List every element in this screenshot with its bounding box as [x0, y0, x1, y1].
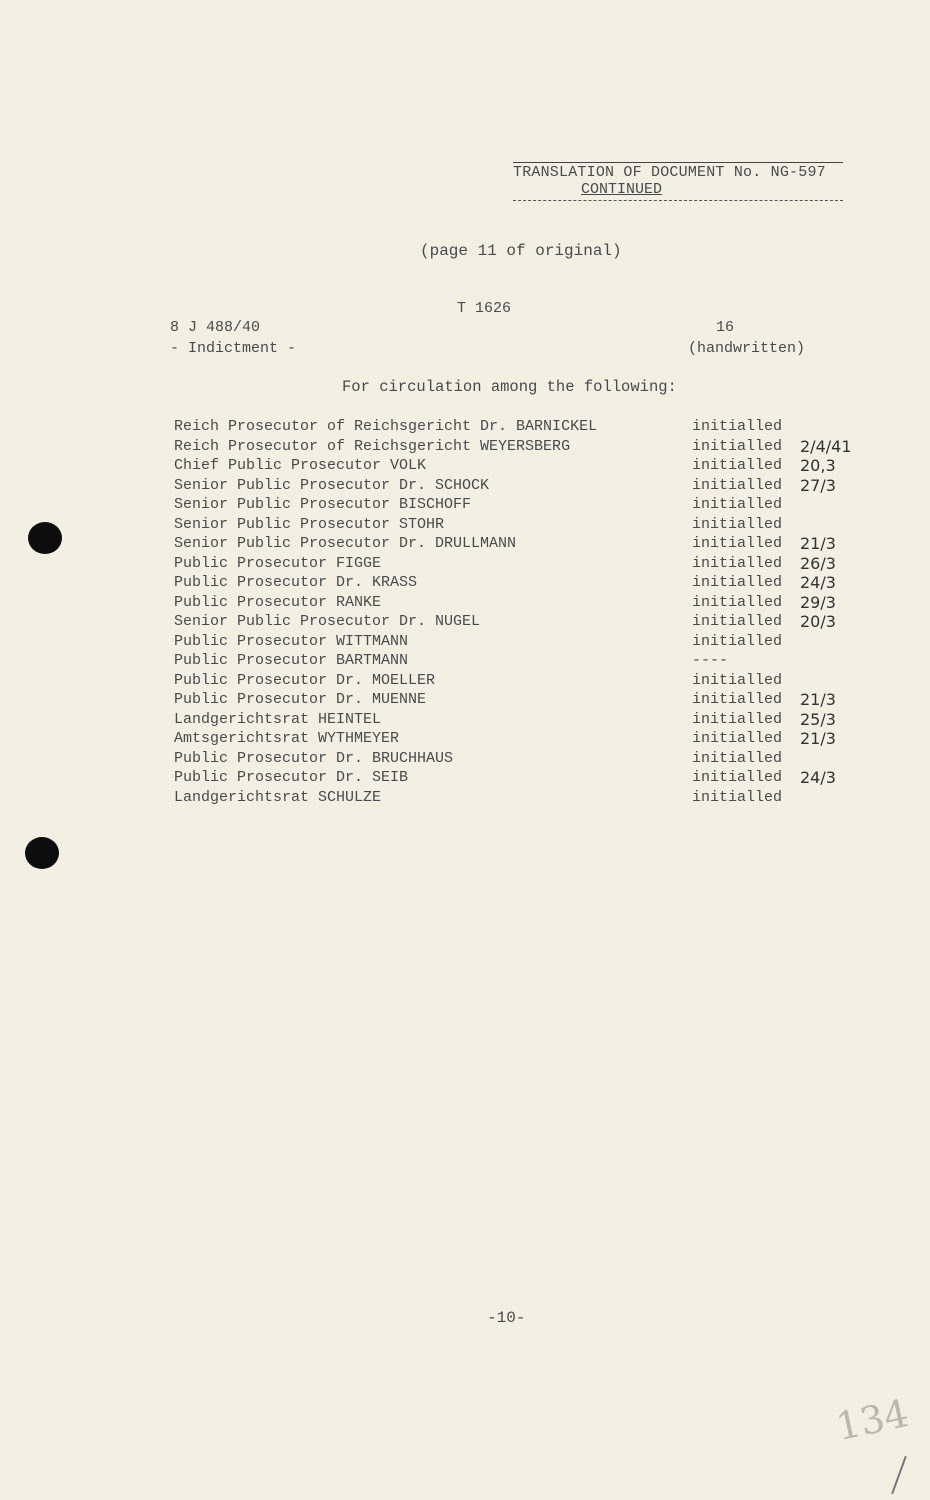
list-item — [170, 515, 870, 535]
initial-status: initialled — [692, 554, 783, 572]
list-item — [170, 710, 870, 730]
list-item — [170, 456, 870, 476]
punch-hole — [25, 837, 59, 869]
official-name: Public Prosecutor Dr. MOELLER — [174, 671, 436, 689]
official-name: Landgerichtsrat SCHULZE — [174, 788, 382, 806]
official-name: Public Prosecutor Dr. SEIB — [174, 769, 409, 786]
original-page-reference: (page 11 of original) — [420, 242, 622, 260]
document-title: TRANSLATION OF DOCUMENT No. NG-597 — [513, 164, 826, 181]
initial-status: ---- — [692, 652, 729, 669]
official-name: Public Prosecutor FIGGE — [174, 554, 382, 572]
initial-status: initialled — [692, 574, 783, 591]
initial-status: initialled — [692, 593, 783, 611]
initial-status: initialled — [692, 749, 783, 767]
initial-status: initialled — [692, 496, 783, 513]
official-name: Public Prosecutor RANKE — [174, 593, 382, 611]
handwritten-date: 21/3 — [800, 729, 836, 748]
handwritten-date: 20/3 — [800, 612, 836, 631]
handwritten-date: 2/4/41 — [800, 436, 852, 456]
handwritten-date: 27/3 — [800, 475, 836, 495]
list-item — [170, 768, 870, 788]
handwritten-date: 24/3 — [800, 768, 836, 787]
document-title-block — [513, 162, 843, 201]
list-item — [170, 729, 870, 749]
official-name: Public Prosecutor Dr. MUENNE — [174, 691, 427, 708]
handwritten-date: 25/3 — [800, 709, 836, 729]
official-name: Public Prosecutor BARTMANN — [174, 652, 409, 669]
official-name: Public Prosecutor WITTMANN — [174, 632, 409, 650]
initial-status: initialled — [692, 691, 783, 708]
official-name: Public Prosecutor Dr. KRASS — [174, 574, 418, 591]
initial-status: initialled — [692, 437, 783, 455]
handwritten-date: 26/3 — [800, 553, 836, 573]
handwritten-number: 134 — [832, 1390, 913, 1450]
list-item — [170, 593, 870, 613]
list-item — [170, 788, 870, 808]
circulation-list — [170, 417, 870, 807]
list-item — [170, 690, 870, 710]
official-name: Chief Public Prosecutor VOLK — [174, 457, 427, 474]
initial-status: initialled — [692, 671, 783, 689]
official-name: Reich Prosecutor of Reichsgericht WEYERSBERG — [174, 437, 571, 455]
handwritten-date: 21/3 — [800, 690, 836, 709]
official-name: Public Prosecutor Dr. BRUCHHAUS — [174, 749, 454, 767]
list-item — [170, 632, 870, 652]
file-number: 8 J 488/40 — [170, 319, 261, 336]
handwritten-date: 20,3 — [800, 456, 836, 475]
list-item — [170, 671, 870, 691]
official-name: Senior Public Prosecutor Dr. NUGEL — [174, 613, 481, 630]
list-item — [170, 749, 870, 769]
initial-status: initialled — [692, 457, 783, 474]
list-item — [170, 437, 870, 457]
official-name: Senior Public Prosecutor STOHR — [174, 515, 445, 533]
pencil-mark — [891, 1456, 907, 1494]
initial-status: initialled — [692, 535, 783, 552]
official-name: Senior Public Prosecutor Dr. DRULLMANN — [174, 535, 517, 552]
official-name: Landgerichtsrat HEINTEL — [174, 710, 382, 728]
initial-status: initialled — [692, 769, 783, 786]
initial-status: initialled — [692, 476, 783, 494]
official-name: Amtsgerichtsrat WYTHMEYER — [174, 730, 400, 747]
initial-status: initialled — [692, 710, 783, 728]
list-item — [170, 651, 870, 671]
title-bottom-rule — [513, 200, 843, 201]
official-name: Senior Public Prosecutor BISCHOFF — [174, 496, 472, 513]
official-name: Senior Public Prosecutor Dr. SCHOCK — [174, 476, 490, 494]
initial-status: initialled — [692, 613, 783, 630]
list-item — [170, 554, 870, 574]
circulation-heading: For circulation among the following: — [342, 378, 677, 396]
list-item — [170, 476, 870, 496]
punch-hole — [28, 522, 62, 554]
list-item — [170, 534, 870, 554]
page-number-note: (handwritten) — [688, 340, 806, 357]
initial-status: initialled — [692, 788, 783, 806]
handwritten-date: 24/3 — [800, 573, 836, 592]
document-title-continued: CONTINUED — [581, 181, 663, 198]
footer-page-number: -10- — [487, 1309, 526, 1327]
initial-status: initialled — [692, 515, 783, 533]
initial-status: initialled — [692, 730, 783, 747]
t-number: T 1626 — [457, 300, 512, 317]
initial-status: initialled — [692, 632, 783, 650]
document-type: - Indictment - — [170, 340, 297, 357]
list-item — [170, 612, 870, 632]
list-item — [170, 417, 870, 437]
list-item — [170, 495, 870, 515]
handwritten-date: 21/3 — [800, 534, 836, 553]
page-number: 16 — [716, 319, 735, 336]
initial-status: initialled — [692, 418, 783, 435]
list-item — [170, 573, 870, 593]
handwritten-date: 29/3 — [800, 592, 836, 612]
official-name: Reich Prosecutor of Reichsgericht Dr. BARNICKEL — [174, 418, 598, 435]
